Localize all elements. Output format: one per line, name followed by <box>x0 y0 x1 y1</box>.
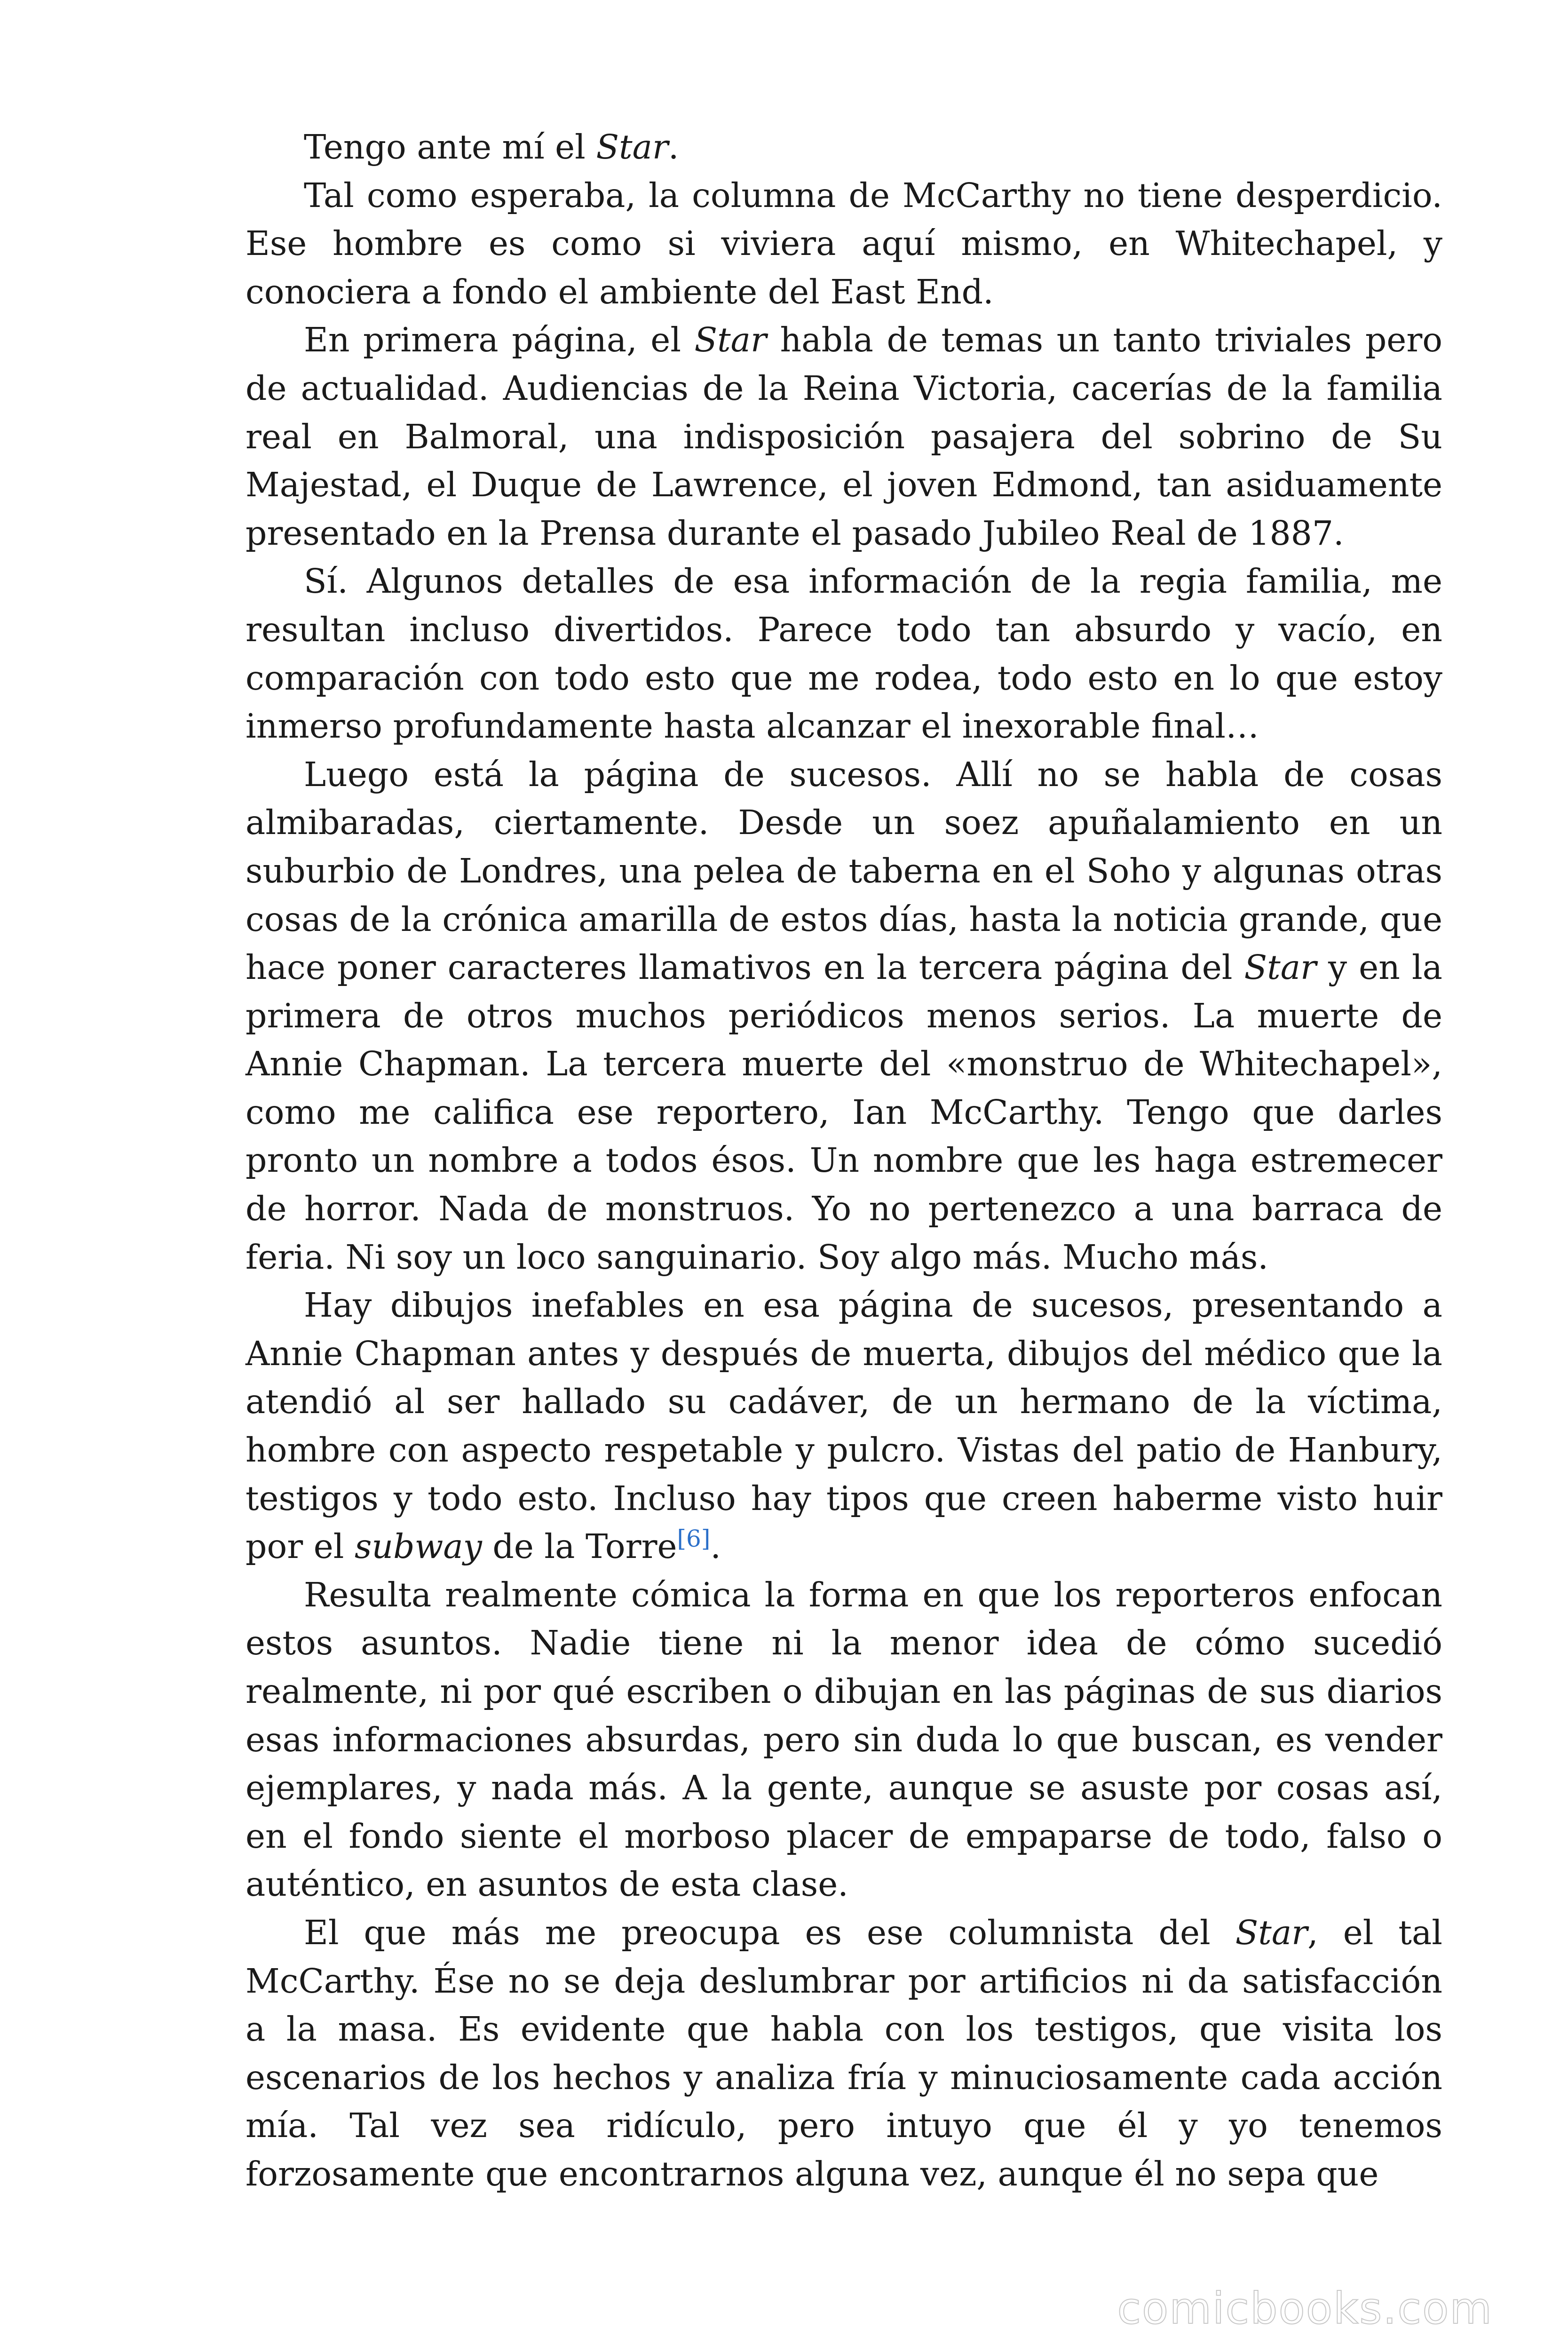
paragraph-text: Tengo ante mí el <box>304 127 596 167</box>
paragraph <box>245 1281 1442 1571</box>
italic-text: Star <box>1235 1913 1308 1952</box>
footnote-link[interactable]: [6] <box>677 1525 711 1553</box>
paragraph <box>245 1571 1442 1909</box>
paragraph-text: de la Torre <box>482 1527 677 1566</box>
paragraph-text: Luego está la página de sucesos. Allí no se habla de cosas almibaradas, ciertamente. Desde un soez apuñalamiento en un suburbio de Londres, una pelea de taberna en el Soho y algunas otras cosas de la crónica amarilla de estos días, hasta la noticia grande, que hace poner caracteres llamativos en la tercera página del <box>245 755 1442 987</box>
paragraph-text: . <box>710 1527 721 1566</box>
paragraph-text: y en la primera de otros muchos periódicos menos serios. La muerte de Annie Chapman. La tercera muerte del «monstruo de Whitechapel», como me califica ese reportero, Ian McCarthy. Tengo que darles pronto un nombre a todos ésos. Un nombre que les haga estremecer de horror. Nada de monstruos. Yo no pertenezco a una barraca de feria. Ni soy un loco sanguinario. Soy algo más. Mucho más. <box>245 948 1442 1277</box>
italic-text: Star <box>1244 948 1316 987</box>
italic-text: Star <box>694 320 767 360</box>
paragraph-text: Resulta realmente cómica la forma en que los reporteros enfocan estos asuntos. Nadie tiene ni la menor idea de cómo sucedió realmente, ni por qué escriben o dibujan en las páginas de sus diarios esas informaciones absurdas, pero sin duda lo que buscan, es vender ejemplares, y nada más. A la gente, aunque se asuste por cosas así, en el fondo siente el morboso placer de empaparse de todo, falso o auténtico, en asuntos de esta clase. <box>245 1575 1442 1904</box>
paragraph-text: habla de temas un tanto triviales pero de actualidad. Audiencias de la Reina Victoria, cacerías de la familia real en Balmoral, una indisposición pasajera del sobrino de Su Majestad, el Duque de Lawrence, el joven Edmond, tan asiduamente presentado en la Prensa durante el pasado Jubileo Real de 1887. <box>245 320 1443 553</box>
paragraph-text: , el tal McCarthy. Ése no se deja deslumbrar por artificios ni da satisfacción a la masa. Es evidente que habla con los testigos, que visita los escenarios de los hechos y analiza fría y minuciosamente cada acción mía. Tal vez sea ridículo, pero intuyo que él y yo tenemos forzosamente que encontrarnos alguna vez, aunque él no sepa que <box>245 1913 1442 2193</box>
paragraph-text: Hay dibujos inefables en esa página de sucesos, presentando a Annie Chapman antes y después de muerta, dibujos del médico que la atendió al ser hallado su cadáver, de un hermano de la víctima, hombre con aspecto respetable y pulcro. Vistas del patio de Hanbury, testigos y todo esto. Incluso hay tipos que creen haberme visto huir por el <box>245 1286 1442 1566</box>
book-page-text <box>245 123 1442 2199</box>
paragraph-text: . <box>668 127 679 167</box>
paragraph-text: El que más me preocupa es ese columnista del <box>304 1913 1235 1952</box>
paragraph <box>245 316 1442 557</box>
paragraph <box>245 172 1442 317</box>
paragraph <box>245 557 1442 750</box>
paragraph <box>245 751 1442 1282</box>
italic-text: subway <box>355 1527 482 1566</box>
paragraph <box>245 123 1442 172</box>
paragraph-text: Tal como esperaba, la columna de McCarthy no tiene desperdicio. Ese hombre es como si viviera aquí mismo, en Whitechapel, y conociera a fondo el ambiente del East End. <box>245 175 1442 311</box>
italic-text: Star <box>596 127 668 167</box>
paragraph <box>245 1909 1442 2199</box>
paragraph-text: Sí. Algunos detalles de esa información de la regia familia, me resultan incluso divertidos. Parece todo tan absurdo y vacío, en comparación con todo esto que me rodea, todo esto en lo que estoy inmerso profundamente hasta alcanzar el inexorable final… <box>245 562 1442 746</box>
watermark-logo: comicbooks.com <box>1117 2283 1493 2334</box>
paragraph-text: En primera página, el <box>304 320 695 360</box>
